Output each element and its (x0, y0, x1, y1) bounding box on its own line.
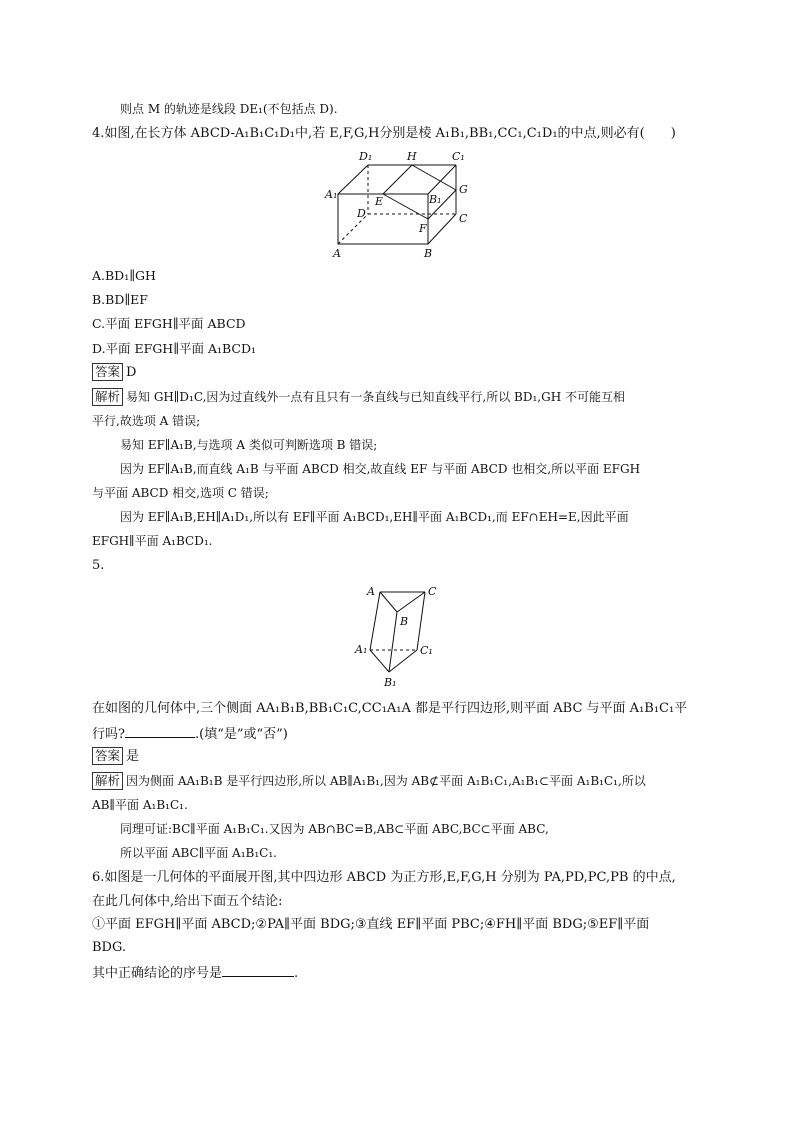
q4-label-D1: D₁ (359, 150, 373, 163)
q5-analysis-line-3: 同理可证:BC∥平面 A₁B₁C₁.又因为 AB∩BC=B,AB⊂平面 ABC,BC⊂平面 ABC, (120, 822, 549, 836)
q5-label-B1: B₁ (384, 676, 397, 689)
q4-analysis-line-6: 因为 EF∥A₁B,EH∥A₁D₁,所以有 EF∥平面 A₁BCD₁,EH∥平面 A₁BCD₁,而 EF∩EH=E,因此平面 (120, 510, 629, 524)
q4-option-a: A.BD₁∥GH (92, 268, 156, 283)
q6-answer-blank[interactable] (222, 962, 294, 977)
q6-line-5 (92, 962, 298, 984)
q4-analysis-tag: 解析 (92, 388, 123, 406)
q5-analysis-text-1: 因为侧面 AA₁B₁B 是平行四边形,所以 AB∥A₁B₁,因为 AB⊄平面 A₁B₁C₁,A₁B₁⊂平面 A₁B₁C₁,所以 (126, 774, 646, 788)
q4-label-C1: C₁ (452, 150, 465, 163)
q5-stem-line-2 (92, 723, 288, 745)
q5-label-C1: C₁ (420, 644, 433, 657)
q4-label-E: E (375, 195, 384, 208)
q4-analysis-line-5: 与平面 ABCD 相交,选项 C 错误; (92, 486, 269, 500)
q6-line-2: 在此几何体中,给出下面五个结论: (92, 894, 283, 909)
q5-label-A1: A₁ (355, 643, 368, 656)
q5-stem-line-1: 在如图的几何体中,三个侧面 AA₁B₁B,BB₁C₁C,CC₁A₁A 都是平行四边形,则平面 ABC 与平面 A₁B₁C₁平 (92, 701, 688, 716)
q4-label-D: D (357, 207, 366, 220)
q5-stem-prefix: 行吗? (92, 727, 125, 742)
q4-stem: 4.如图,在长方体 ABCD-A₁B₁C₁D₁中,若 E,F,G,H分别是棱 A₁B₁,BB₁,CC₁,C₁D₁的中点,则必有( ) (92, 126, 676, 141)
q6-line-4: BDG. (92, 940, 127, 955)
q5-analysis-line-2: AB∥平面 A₁B₁C₁. (92, 798, 188, 812)
q4-analysis-text-1: 易知 GH∥D₁C,因为过直线外一点有且只有一条直线与已知直线平行,所以 BD₁,GH 不可能互相 (126, 390, 625, 404)
q5-stem-suffix: .(填“是”或“否”) (194, 727, 288, 742)
q6-line-1: 6.如图是一几何体的平面展开图,其中四边形 ABCD 为正方形,E,F,G,H 分别为 PA,PD,PC,PB 的中点, (92, 870, 676, 885)
q4-label-C: C (459, 212, 468, 225)
q5-answer-row (92, 747, 139, 767)
q5-label-C: C (428, 585, 437, 598)
q5-analysis-tag: 解析 (92, 772, 123, 790)
q4-analysis-line-3: 易知 EF∥A₁B,与选项 A 类似可判断选项 B 错误; (120, 438, 378, 452)
q5-label-A: A (367, 585, 375, 598)
q5-label-B: B (400, 615, 409, 628)
q4-analysis-line-7: EFGH∥平面 A₁BCD₁. (92, 534, 213, 548)
q5-number: 5. (92, 558, 105, 573)
q4-label-B: B (424, 247, 433, 260)
q5-answer-tag: 答案 (92, 747, 123, 765)
intro-line: 则点 M 的轨迹是线段 DE₁(不包括点 D). (120, 102, 338, 116)
q5-analysis-line-1 (92, 771, 646, 791)
q4-answer-value: D (126, 365, 137, 380)
q5-analysis-line-4: 所以平面 ABC∥平面 A₁B₁C₁. (120, 846, 277, 860)
q6-last-suffix: . (294, 966, 299, 981)
q5-answer-value: 是 (126, 749, 140, 764)
q4-option-c: C.平面 EFGH∥平面 ABCD (92, 316, 246, 331)
q4-answer-row (92, 363, 136, 383)
q4-label-H: H (407, 150, 417, 163)
q4-label-B1: B₁ (429, 193, 442, 206)
q5-answer-blank[interactable] (125, 723, 195, 738)
q6-last-prefix: 其中正确结论的序号是 (92, 966, 223, 981)
q4-option-d: D.平面 EFGH∥平面 A₁BCD₁ (92, 341, 257, 356)
q4-label-A: A (333, 247, 341, 260)
q4-label-A1: A₁ (325, 188, 338, 201)
q4-answer-tag: 答案 (92, 363, 123, 381)
q4-label-G: G (459, 183, 468, 196)
q4-label-F: F (419, 222, 427, 235)
q4-option-b: B.BD∥EF (92, 292, 148, 307)
q4-analysis-line-2: 平行,故选项 A 错误; (92, 414, 201, 428)
q6-line-3: ①平面 EFGH∥平面 ABCD;②PA∥平面 BDG;③直线 EF∥平面 PBC;④FH∥平面 BDG;⑤EF∥平面 (92, 917, 650, 932)
q4-analysis-line-1 (92, 387, 625, 407)
q4-analysis-line-4: 因为 EF∥A₁B,而直线 A₁B 与平面 ABCD 相交,故直线 EF 与平面 ABCD 也相交,所以平面 EFGH (120, 462, 641, 476)
